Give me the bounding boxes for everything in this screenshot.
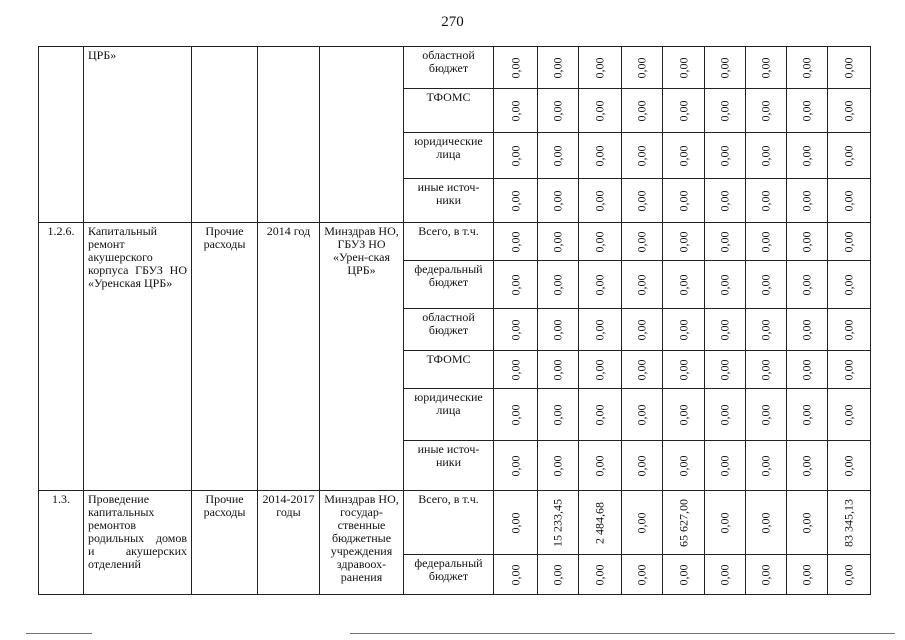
- amount-cell: [787, 389, 828, 441]
- amount-value: 0,00: [676, 564, 690, 585]
- implementation-period: 2014 год: [258, 223, 320, 491]
- event-name: ЦРБ»: [84, 47, 192, 223]
- amount-value: 0,00: [592, 145, 607, 166]
- amount-cell: [494, 47, 538, 89]
- amount-cell: [579, 491, 622, 555]
- amount-value: 0,00: [508, 145, 522, 166]
- amount-cell: [746, 89, 787, 133]
- amount-cell: [538, 47, 579, 89]
- amount-value: 0,00: [799, 57, 814, 78]
- amount-cell: [828, 555, 871, 595]
- amount-cell: [746, 441, 787, 491]
- amount-cell: [579, 179, 622, 223]
- amount-value: 0,00: [841, 57, 856, 78]
- amount-cell: [494, 555, 538, 595]
- amount-cell: [538, 309, 579, 351]
- amount-value: 0,00: [799, 274, 814, 295]
- amount-value: 0,00: [841, 404, 856, 425]
- amount-cell: [538, 491, 579, 555]
- amount-cell: [705, 351, 746, 389]
- amount-value: 0,00: [841, 319, 856, 340]
- event-name: Проведение капитальных ремонтов родильных домов и акушерских отделений: [84, 491, 192, 595]
- amount-cell: [579, 555, 622, 595]
- amount-value: 0,00: [508, 231, 522, 252]
- amount-cell: [622, 389, 663, 441]
- amount-value: 0,00: [799, 319, 814, 340]
- amount-cell: [663, 351, 705, 389]
- amount-value: 0,00: [717, 274, 732, 295]
- amount-cell: [579, 309, 622, 351]
- item-code: 1.3.: [39, 491, 84, 595]
- amount-cell: [622, 133, 663, 179]
- amount-value: 0,00: [508, 404, 522, 425]
- amount-value: 0,00: [799, 145, 814, 166]
- amount-value: 0,00: [676, 404, 690, 425]
- amount-cell: [622, 261, 663, 309]
- amount-value: 0,00: [676, 274, 690, 295]
- amount-cell: [705, 223, 746, 261]
- amount-value: 0,00: [758, 100, 773, 121]
- amount-value: 0,00: [550, 274, 565, 295]
- amount-cell: [787, 89, 828, 133]
- amount-value: 0,00: [550, 231, 565, 252]
- amount-cell: [579, 261, 622, 309]
- amount-cell: [538, 441, 579, 491]
- amount-cell: [663, 89, 705, 133]
- amount-cell: [579, 47, 622, 89]
- amount-cell: [705, 133, 746, 179]
- amount-value: 0,00: [799, 404, 814, 425]
- amount-cell: [663, 47, 705, 89]
- amount-value: 0,00: [717, 231, 732, 252]
- amount-cell: [579, 441, 622, 491]
- amount-value: 0,00: [676, 231, 690, 252]
- amount-value: 0,00: [550, 359, 565, 380]
- amount-cell: [663, 309, 705, 351]
- amount-cell: [579, 89, 622, 133]
- amount-cell: [705, 89, 746, 133]
- amount-value: 83 345,13: [841, 498, 856, 547]
- cost-type: [192, 47, 258, 223]
- funding-source: иные источ-ники: [404, 441, 494, 491]
- amount-cell: [663, 223, 705, 261]
- amount-value: 0,00: [634, 145, 649, 166]
- amount-cell: [494, 179, 538, 223]
- amount-cell: [787, 441, 828, 491]
- amount-cell: [663, 389, 705, 441]
- amount-cell: [579, 223, 622, 261]
- amount-cell: [828, 133, 871, 179]
- amount-value: 0,00: [841, 231, 856, 252]
- amount-cell: [538, 261, 579, 309]
- amount-value: 0,00: [799, 190, 814, 211]
- amount-value: 0,00: [758, 512, 773, 533]
- amount-value: 0,00: [592, 231, 607, 252]
- amount-value: 0,00: [550, 455, 565, 476]
- amount-value: 65 627,00: [676, 498, 690, 547]
- amount-cell: [787, 133, 828, 179]
- amount-cell: [663, 179, 705, 223]
- amount-cell: [828, 351, 871, 389]
- amount-cell: [663, 491, 705, 555]
- amount-value: 0,00: [550, 190, 565, 211]
- amount-value: 0,00: [508, 57, 522, 78]
- table-row: [39, 47, 871, 89]
- amount-value: 15 233,45: [550, 498, 565, 547]
- amount-value: 0,00: [508, 359, 522, 380]
- amount-value: 0,00: [799, 564, 814, 585]
- amount-value: 0,00: [634, 404, 649, 425]
- amount-cell: [705, 555, 746, 595]
- table-body: [39, 47, 871, 595]
- amount-cell: [494, 389, 538, 441]
- amount-value: 0,00: [634, 231, 649, 252]
- amount-cell: [828, 441, 871, 491]
- amount-value: 0,00: [634, 564, 649, 585]
- amount-value: 0,00: [841, 190, 856, 211]
- amount-value: 0,00: [717, 564, 732, 585]
- amount-value: 0,00: [717, 359, 732, 380]
- amount-cell: [622, 309, 663, 351]
- amount-value: 0,00: [592, 274, 607, 295]
- amount-cell: [828, 261, 871, 309]
- amount-value: 0,00: [508, 319, 522, 340]
- amount-cell: [705, 389, 746, 441]
- amount-cell: [622, 555, 663, 595]
- amount-cell: [787, 309, 828, 351]
- amount-value: 0,00: [592, 455, 607, 476]
- amount-value: 0,00: [841, 274, 856, 295]
- amount-value: 0,00: [799, 455, 814, 476]
- amount-value: 0,00: [550, 145, 565, 166]
- amount-cell: [746, 389, 787, 441]
- amount-value: 0,00: [758, 274, 773, 295]
- amount-value: 0,00: [508, 274, 522, 295]
- amount-cell: [828, 389, 871, 441]
- funding-source: областной бюджет: [404, 309, 494, 351]
- funding-source: областной бюджет: [404, 47, 494, 89]
- budget-table: [38, 46, 871, 595]
- amount-cell: [494, 309, 538, 351]
- amount-value: 0,00: [634, 319, 649, 340]
- implementation-period: 2014-2017 годы: [258, 491, 320, 595]
- amount-value: 0,00: [799, 512, 814, 533]
- amount-cell: [494, 223, 538, 261]
- amount-value: 0,00: [508, 190, 522, 211]
- amount-value: 0,00: [758, 564, 773, 585]
- amount-cell: [494, 441, 538, 491]
- funding-source: Всего, в т.ч.: [404, 491, 494, 555]
- funding-source: федеральный бюджет: [404, 261, 494, 309]
- table-row: [39, 223, 871, 261]
- amount-cell: [828, 223, 871, 261]
- amount-cell: [746, 261, 787, 309]
- amount-cell: [828, 179, 871, 223]
- funding-source: юридические лица: [404, 133, 494, 179]
- amount-value: 0,00: [841, 100, 856, 121]
- amount-cell: [538, 351, 579, 389]
- amount-cell: [579, 351, 622, 389]
- amount-cell: [494, 133, 538, 179]
- amount-cell: [787, 351, 828, 389]
- amount-value: 0,00: [841, 455, 856, 476]
- amount-value: 0,00: [841, 359, 856, 380]
- footer-rule-left: [26, 633, 92, 634]
- cost-type: Прочие расходы: [192, 491, 258, 595]
- amount-cell: [746, 47, 787, 89]
- amount-value: 0,00: [758, 455, 773, 476]
- amount-cell: [622, 89, 663, 133]
- amount-value: 0,00: [634, 100, 649, 121]
- amount-value: 0,00: [634, 190, 649, 211]
- amount-cell: [622, 223, 663, 261]
- item-code: 1.2.6.: [39, 223, 84, 491]
- amount-cell: [663, 441, 705, 491]
- amount-value: 0,00: [592, 57, 607, 78]
- amount-cell: [828, 47, 871, 89]
- amount-cell: [538, 89, 579, 133]
- amount-cell: [746, 351, 787, 389]
- amount-value: 0,00: [799, 359, 814, 380]
- amount-value: 0,00: [634, 512, 649, 533]
- amount-value: 0,00: [634, 359, 649, 380]
- amount-cell: [494, 261, 538, 309]
- amount-cell: [746, 555, 787, 595]
- amount-value: 0,00: [717, 404, 732, 425]
- footer-rule-right: [350, 633, 895, 634]
- amount-value: 2 484,68: [592, 501, 607, 544]
- amount-cell: [663, 261, 705, 309]
- funding-source: юридические лица: [404, 389, 494, 441]
- amount-value: 0,00: [758, 231, 773, 252]
- amount-cell: [828, 491, 871, 555]
- amount-value: 0,00: [758, 57, 773, 78]
- funding-source: ТФОМС: [404, 89, 494, 133]
- page-number: 270: [441, 14, 464, 30]
- amount-cell: [538, 555, 579, 595]
- amount-cell: [746, 179, 787, 223]
- amount-value: 0,00: [799, 100, 814, 121]
- amount-cell: [538, 179, 579, 223]
- funding-source: иные источ-ники: [404, 179, 494, 223]
- amount-cell: [746, 223, 787, 261]
- implementation-period: [258, 47, 320, 223]
- amount-cell: [787, 179, 828, 223]
- amount-value: 0,00: [592, 100, 607, 121]
- amount-value: 0,00: [758, 359, 773, 380]
- amount-value: 0,00: [508, 455, 522, 476]
- executor: Минздрав НО, государ-ственные бюджетные учреждения здравоох-ранения: [320, 491, 404, 595]
- amount-value: 0,00: [508, 100, 522, 121]
- executor: [320, 47, 404, 223]
- amount-cell: [705, 491, 746, 555]
- funding-source: Всего, в т.ч.: [404, 223, 494, 261]
- amount-value: 0,00: [634, 57, 649, 78]
- amount-cell: [705, 179, 746, 223]
- amount-value: 0,00: [550, 564, 565, 585]
- amount-value: 0,00: [550, 57, 565, 78]
- amount-value: 0,00: [634, 455, 649, 476]
- item-code: [39, 47, 84, 223]
- amount-value: 0,00: [592, 319, 607, 340]
- amount-value: 0,00: [758, 404, 773, 425]
- amount-cell: [705, 47, 746, 89]
- amount-value: 0,00: [592, 359, 607, 380]
- amount-cell: [787, 555, 828, 595]
- amount-value: 0,00: [841, 145, 856, 166]
- amount-value: 0,00: [592, 564, 607, 585]
- amount-cell: [622, 179, 663, 223]
- amount-cell: [622, 47, 663, 89]
- amount-value: 0,00: [841, 564, 856, 585]
- amount-cell: [538, 223, 579, 261]
- amount-cell: [622, 441, 663, 491]
- amount-value: 0,00: [676, 145, 690, 166]
- amount-value: 0,00: [799, 231, 814, 252]
- amount-cell: [705, 261, 746, 309]
- amount-value: 0,00: [717, 145, 732, 166]
- amount-value: 0,00: [758, 190, 773, 211]
- amount-cell: [705, 441, 746, 491]
- amount-value: 0,00: [717, 57, 732, 78]
- amount-cell: [787, 223, 828, 261]
- amount-value: 0,00: [676, 319, 690, 340]
- amount-cell: [663, 133, 705, 179]
- amount-value: 0,00: [717, 100, 732, 121]
- amount-value: 0,00: [676, 100, 690, 121]
- executor: Минздрав НО, ГБУЗ НО «Урен-ская ЦРБ»: [320, 223, 404, 491]
- amount-cell: [579, 133, 622, 179]
- amount-value: 0,00: [634, 274, 649, 295]
- amount-cell: [579, 389, 622, 441]
- amount-value: 0,00: [676, 190, 690, 211]
- amount-value: 0,00: [717, 319, 732, 340]
- event-name: Капитальный ремонт акушерского корпуса ГБУЗ НО «Уренская ЦРБ»: [84, 223, 192, 491]
- amount-value: 0,00: [550, 319, 565, 340]
- amount-cell: [494, 491, 538, 555]
- amount-value: 0,00: [676, 57, 690, 78]
- amount-cell: [746, 491, 787, 555]
- funding-source: федеральный бюджет: [404, 555, 494, 595]
- amount-value: 0,00: [550, 100, 565, 121]
- amount-cell: [538, 389, 579, 441]
- amount-cell: [494, 351, 538, 389]
- table-row: [39, 491, 871, 555]
- amount-value: 0,00: [592, 190, 607, 211]
- amount-value: 0,00: [676, 455, 690, 476]
- amount-cell: [828, 309, 871, 351]
- amount-cell: [787, 261, 828, 309]
- amount-value: 0,00: [676, 359, 690, 380]
- amount-cell: [746, 133, 787, 179]
- amount-value: 0,00: [592, 404, 607, 425]
- amount-cell: [746, 309, 787, 351]
- amount-value: 0,00: [758, 319, 773, 340]
- cost-type: Прочие расходы: [192, 223, 258, 491]
- amount-cell: [622, 491, 663, 555]
- funding-source: ТФОМС: [404, 351, 494, 389]
- amount-value: 0,00: [508, 512, 522, 533]
- amount-cell: [787, 47, 828, 89]
- amount-value: 0,00: [717, 455, 732, 476]
- amount-cell: [705, 309, 746, 351]
- amount-cell: [663, 555, 705, 595]
- amount-cell: [494, 89, 538, 133]
- amount-cell: [538, 133, 579, 179]
- amount-cell: [828, 89, 871, 133]
- amount-value: 0,00: [758, 145, 773, 166]
- amount-value: 0,00: [550, 404, 565, 425]
- amount-cell: [622, 351, 663, 389]
- amount-value: 0,00: [717, 190, 732, 211]
- amount-value: 0,00: [717, 512, 732, 533]
- amount-value: 0,00: [508, 564, 522, 585]
- amount-cell: [787, 491, 828, 555]
